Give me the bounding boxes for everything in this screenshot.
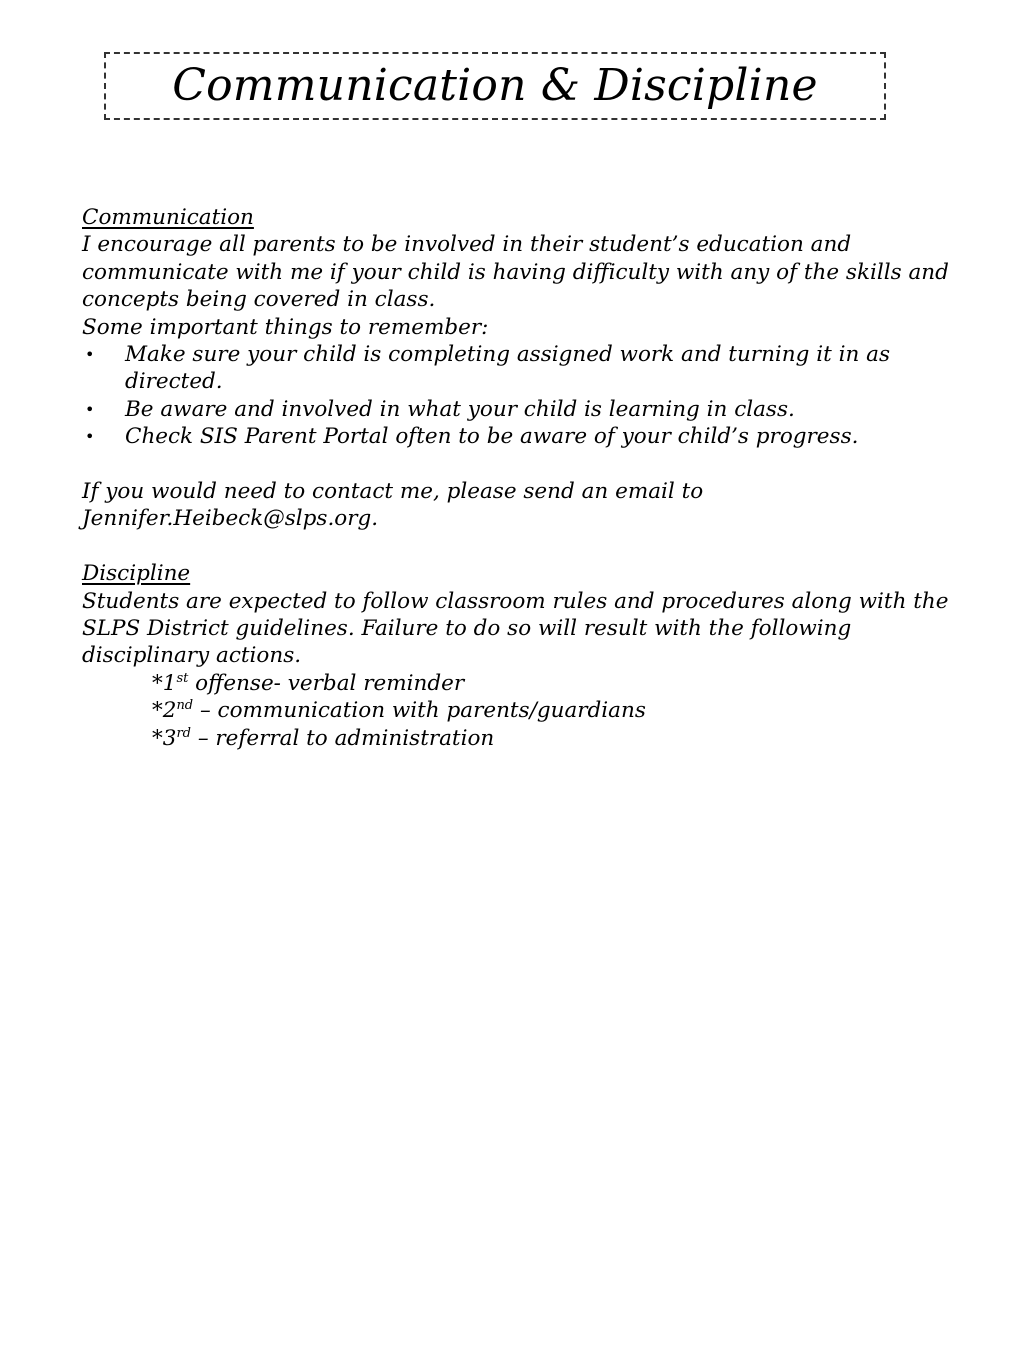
discipline-section: [82, 560, 962, 752]
communication-intro: I encourage all parents to be involved in their student’s education and communicate with me if your child is having difficulty with any of the skills and concepts being covered in class.: [82, 232, 949, 313]
offense-item: [82, 725, 962, 752]
spacer: [82, 451, 962, 478]
offense-item: [82, 670, 962, 697]
page-title: Communication & Discipline: [172, 60, 818, 111]
offense-ordinal: nd: [176, 698, 194, 714]
discipline-intro: Students are expected to follow classroom rules and procedures along with the SLPS District guidelines. Failure to do so will result with the following disciplinary actions.: [82, 588, 949, 669]
discipline-heading: Discipline: [82, 561, 191, 587]
spacer: [82, 533, 962, 560]
offense-text: – communication with parents/guardians: [193, 698, 646, 724]
offense-text: offense- verbal reminder: [188, 670, 465, 696]
list-item: [82, 396, 962, 423]
list-item: [82, 341, 962, 396]
offense-text: – referral to administration: [190, 725, 495, 751]
offense-item: [82, 697, 962, 724]
offense-ordinal: rd: [176, 725, 191, 741]
reminder-list: [82, 341, 962, 451]
bullet-icon: •: [85, 427, 95, 447]
communication-list-intro: Some important things to remember:: [82, 314, 489, 340]
bullet-icon: •: [85, 345, 95, 365]
title-box: [104, 52, 886, 120]
offense-ordinal: st: [176, 670, 189, 686]
bullet-icon: •: [85, 399, 95, 419]
communication-section: [82, 204, 962, 533]
offense-number: *3: [152, 725, 177, 751]
offense-number: *2: [152, 698, 177, 724]
contact-text: If you would need to contact me, please send an email to Jennifer.Heibeck@slps.org.: [82, 479, 704, 532]
list-item-text: Be aware and involved in what your child is learning in class.: [125, 396, 795, 422]
list-item-text: Make sure your child is completing assigned work and turning it in as directed.: [125, 342, 890, 395]
communication-heading: Communication: [82, 205, 254, 230]
document-body: [82, 204, 962, 752]
offense-number: *1: [152, 670, 177, 696]
list-item-text: Check SIS Parent Portal often to be aware of your child’s progress.: [125, 424, 859, 450]
list-item: [82, 423, 962, 450]
